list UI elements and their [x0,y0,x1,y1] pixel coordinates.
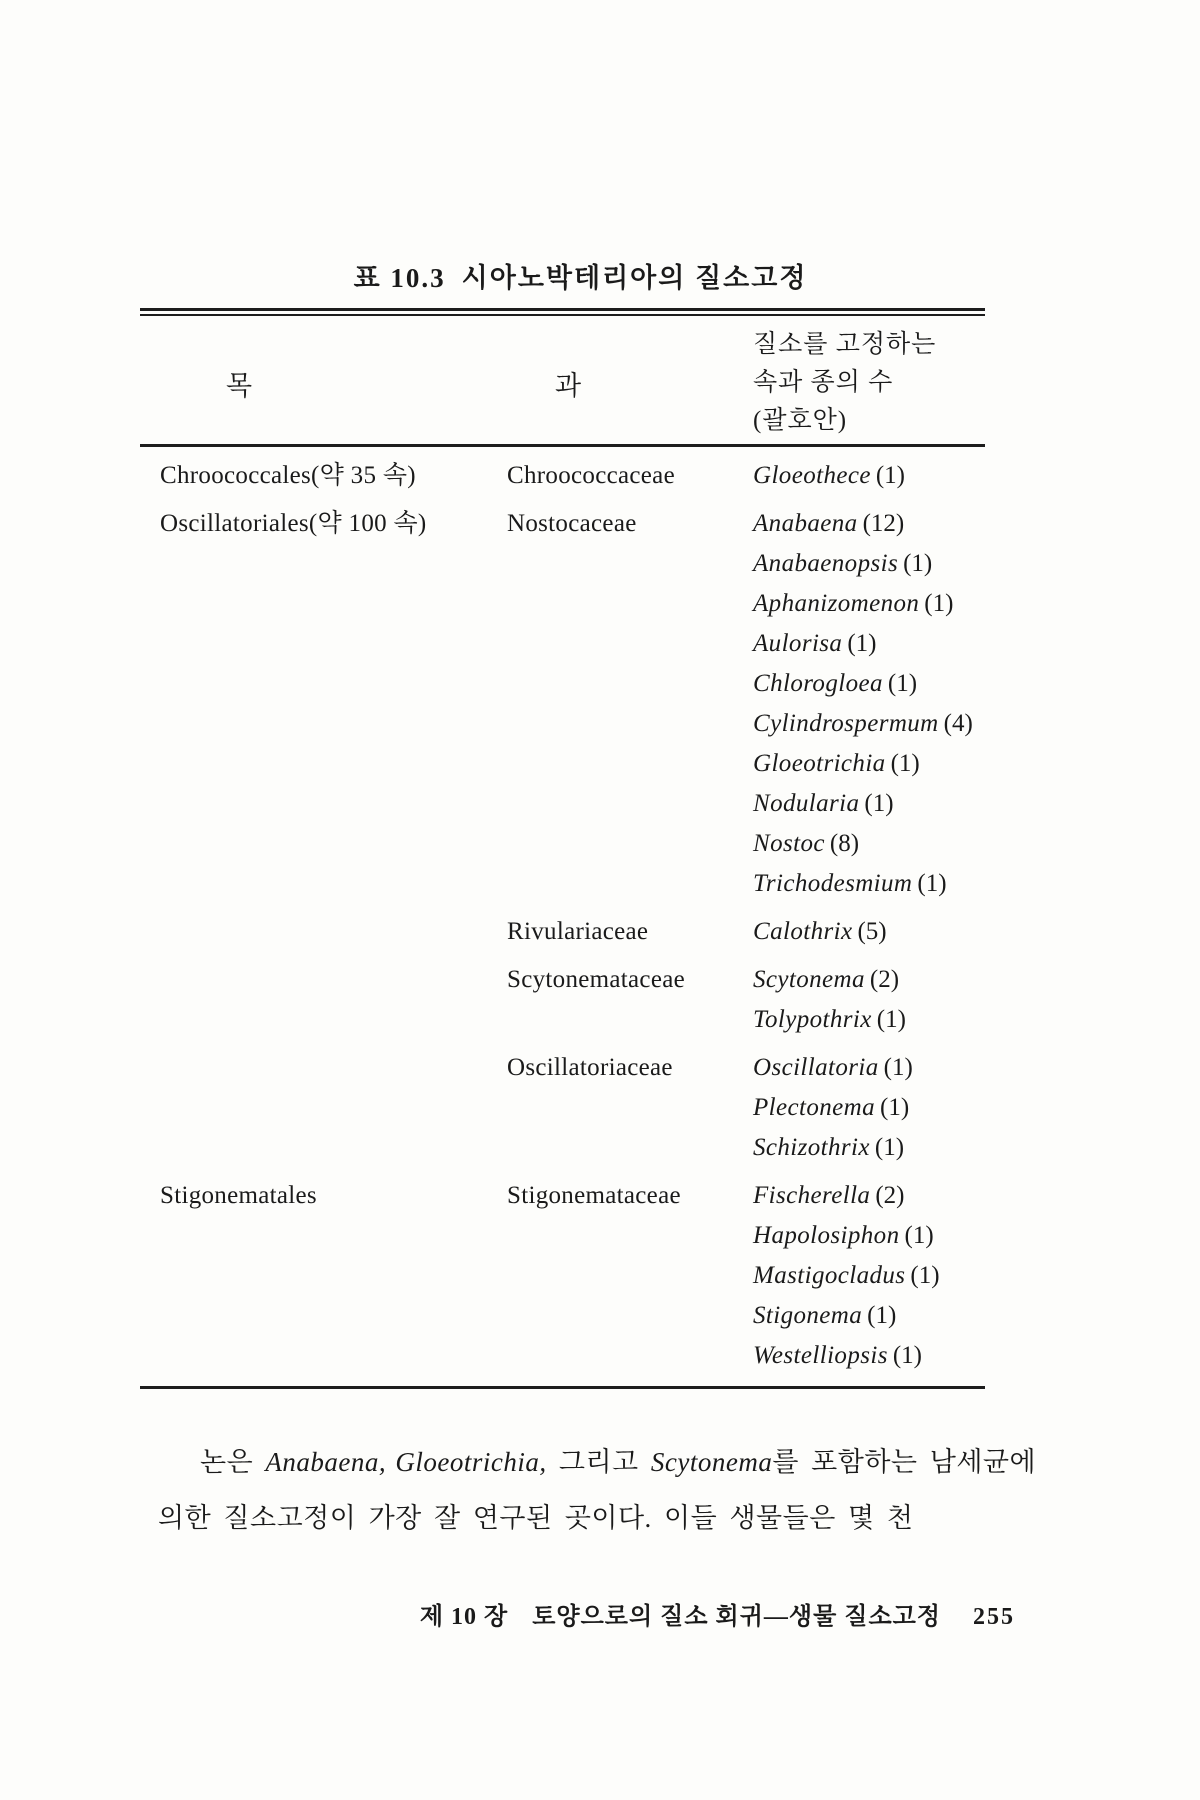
genus-count: (2) [870,1182,905,1209]
genus-name: Calothrix [753,918,853,945]
genus-line [753,1088,985,1128]
family-cell: Rivulariaceae [507,918,649,945]
genus-count: (1) [882,670,918,697]
column-header-family: 과 [555,370,582,401]
genus-count: (1) [859,790,894,817]
table-body [140,447,985,1386]
genus-count: (1) [919,590,954,617]
table-row [160,456,985,496]
genus-name: Fischerella [753,1182,871,1209]
family-cell: Nostocaceae [507,510,637,537]
footer-section-title: 토양으로의 질소 회귀—생물 질소고정 [532,1604,941,1630]
genus-count: (1) [870,462,905,489]
genus-count: (1) [887,1342,922,1369]
table-row [160,1048,985,1168]
genus-name: Mastigocladus [753,1262,906,1289]
genus-count: (1) [875,1094,910,1121]
table-row [160,504,985,904]
footer-chapter: 제 10 장 [419,1604,509,1630]
genus-name: Nostoc [753,830,825,857]
genus-count: (2) [864,966,900,993]
table-title-text: 시아노박테리아의 질소고정 [461,263,808,293]
column-header-count-line3: (괄호안) [753,407,848,434]
paragraph-text: 그리고 [546,1447,651,1477]
genus-count: (1) [898,550,933,577]
genus-count: (4) [938,710,973,737]
genus-name: Schizothrix [753,1134,870,1161]
table-row [160,912,985,952]
genus-name: Scytonema [753,966,865,993]
page-footer [140,1596,1015,1631]
genus-name: Gloeotrichia [753,750,886,777]
paragraph-text: 논은 [200,1447,266,1477]
genus-line [753,824,985,864]
body-paragraph [158,1434,1070,1546]
genus-name: Trichodesmium [753,870,913,897]
page-number: 255 [973,1604,1015,1630]
genus-line [753,504,985,544]
genus-line [753,624,985,664]
genus-name: Gloeothece [753,462,871,489]
genus-line [753,1176,985,1216]
genera-cell [753,960,985,1040]
genus-line [753,960,985,1000]
genus-name: Tolypothrix [753,1006,872,1033]
genus-line [753,1336,985,1376]
order-cell: Oscillatoriales(약 100 속) [160,510,427,537]
genus-line [753,544,985,584]
genus-line [753,1256,985,1296]
genus-name: Anabaena [753,510,858,537]
genus-line [753,1048,985,1088]
genera-cell [753,504,985,904]
genus-line [753,744,985,784]
paragraph-text: 를 포함하는 남세균에 의한 질소고정이 가장 잘 연구된 곳이다. 이들 생물들은 몇 천 [158,1447,1037,1533]
genus-count: (1) [871,1006,906,1033]
order-cell: Stigonematales [160,1182,317,1209]
genus-name: Westelliopsis [753,1342,888,1369]
table-number: 표 10.3 [353,263,446,293]
table-cyanobacteria-nitrogen-fixation [140,256,985,1389]
genus-name: Aphanizomenon [753,590,920,617]
genus-line [753,912,985,952]
genus-count: (5) [852,918,887,945]
table-row [160,1176,985,1376]
column-header-order: 목 [226,370,253,401]
genus-mention: Anabaena, Gloeotrichia, [265,1447,547,1477]
genus-count: (1) [869,1134,905,1161]
genus-line [753,1296,985,1336]
order-cell: Chroococcales(약 35 속) [160,462,416,489]
genus-line [753,456,985,496]
genus-count: (1) [842,630,877,657]
genus-count: (1) [899,1222,934,1249]
genus-line [753,1216,985,1256]
family-cell: Scytonemataceae [507,966,686,993]
genus-name: Hapolosiphon [753,1222,900,1249]
genus-name: Oscillatoria [753,1054,879,1081]
genus-line [753,864,985,904]
table-header-row [140,316,985,444]
genus-line [753,664,985,704]
genus-count: (1) [905,1262,940,1289]
genera-cell [753,456,985,496]
genus-name: Anabaenopsis [753,550,899,577]
genus-name: Stigonema [753,1302,863,1329]
genus-name: Plectonema [753,1094,876,1121]
genus-name: Aulorisa [753,630,843,657]
column-header-count-line1: 질소를 고정하는 [753,331,937,358]
genus-line [753,784,985,824]
genera-cell [753,1048,985,1168]
genus-count: (8) [824,830,860,857]
genus-line [753,704,985,744]
genus-mention: Scytonema [650,1447,773,1477]
genus-line [753,1128,985,1168]
family-cell: Chroococcaceae [507,462,675,489]
genus-count: (1) [878,1054,913,1081]
family-cell: Stigonemataceae [507,1182,681,1209]
table-row [160,960,985,1040]
genus-count: (1) [862,1302,897,1329]
genera-cell [753,912,985,952]
genus-count: (12) [857,510,905,537]
table-bottom-rule [140,1386,985,1389]
genus-name: Nodularia [753,790,860,817]
column-header-count-line2: 속과 종의 수 [753,369,894,396]
family-cell: Oscillatoriaceae [507,1054,673,1081]
genus-line [753,1000,985,1040]
table-title [140,256,985,295]
table-top-rule [140,308,985,316]
genera-cell [753,1176,985,1376]
genus-name: Chlorogloea [753,670,883,697]
genus-count: (1) [885,750,920,777]
column-header-count [753,326,985,440]
genus-count: (1) [912,870,947,897]
genus-line [753,584,985,624]
genus-name: Cylindrospermum [753,710,939,737]
